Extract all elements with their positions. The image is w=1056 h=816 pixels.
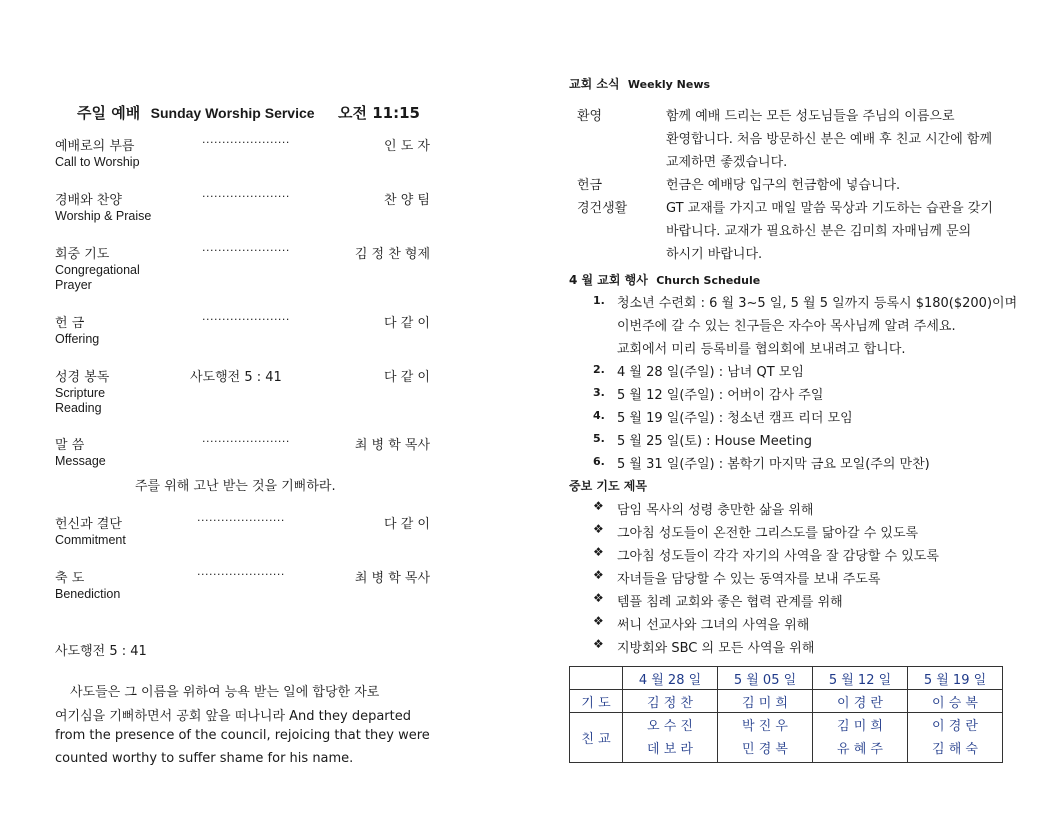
fellowship-name: 김 해 숙 <box>932 741 978 757</box>
schedule-line: 5 월 12 일(주일) : 어버이 감사 주일 <box>617 388 824 403</box>
prayer-item: 지방회와 SBC 의 모든 사역을 위해 <box>617 641 815 656</box>
schedule-line: 4 월 28 일(주일) : 남녀 QT 모임 <box>617 365 804 380</box>
service-item-ko: 헌 금 <box>55 316 85 331</box>
duty-table <box>569 666 1003 763</box>
service-item-ko: 성경 봉독 <box>55 370 110 385</box>
date-cell: 4 월 28 일 <box>623 667 718 690</box>
service-item-passage: 사도행전 5 : 41 <box>190 370 282 385</box>
service-item-ko: 예배로의 부름 <box>55 139 135 154</box>
date-cell: 5 월 19 일 <box>908 667 1003 690</box>
date-cell: 5 월 12 일 <box>813 667 908 690</box>
fellowship-name: 김 미 희 <box>837 718 883 734</box>
bullet-icon: ❖ <box>593 614 604 628</box>
service-item-en: Congregational <box>55 263 140 277</box>
prayer-cell: 김 정 찬 <box>623 690 718 713</box>
fellowship-name: 데 보 라 <box>647 741 693 757</box>
service-item-leader: 최 병 학 목사 <box>354 571 430 586</box>
scripture-line: 여기심을 기뻐하면서 공회 앞을 떠나니라 And they departed <box>55 709 411 724</box>
scripture-line: from the presence of the council, rejoicing that they were <box>55 728 430 743</box>
service-item-ko: 헌신과 결단 <box>55 517 122 532</box>
news-line: 헌금은 예배당 입구의 헌금함에 넣습니다. <box>666 178 901 193</box>
fellowship-name: 오 수 진 <box>647 718 693 734</box>
leader-dots: ...................... <box>202 133 290 146</box>
scripture-ref: 사도행전 5 : 41 <box>55 644 147 659</box>
fellowship-name: 이 경 란 <box>932 718 978 734</box>
leader-dots: ...................... <box>197 511 285 524</box>
prayer-item: 자녀들을 담당할 수 있는 동역자를 보내 주도록 <box>617 572 881 587</box>
service-item-en: Scripture <box>55 386 106 400</box>
prayer-cell: 이 승 복 <box>908 690 1003 713</box>
bullet-icon: ❖ <box>593 568 604 582</box>
schedule-heading <box>569 271 760 288</box>
news-line: 환영합니다. 처음 방문하신 분은 예배 후 친교 시간에 함께 <box>666 132 993 147</box>
news-line: 하시기 바랍니다. <box>666 247 763 262</box>
service-item-en: Benediction <box>55 587 121 601</box>
news-heading-ko: 교회 소식 <box>569 77 620 91</box>
bullet-icon: ❖ <box>593 591 604 605</box>
schedule-heading-ko: 4 월 교회 행사 <box>569 273 648 287</box>
schedule-number: 6. <box>593 455 605 468</box>
fellowship-name: 민 경 복 <box>742 741 788 757</box>
leader-dots: ...................... <box>202 187 290 200</box>
service-title <box>77 102 315 123</box>
leader-dots: ...................... <box>202 310 290 323</box>
news-label: 환영 <box>577 109 603 124</box>
bullet-icon: ❖ <box>593 522 604 536</box>
service-item-leader: 다 같 이 <box>384 517 430 532</box>
schedule-number: 3. <box>593 386 605 399</box>
service-item-ko: 경배와 찬양 <box>55 193 122 208</box>
bullet-icon: ❖ <box>593 499 604 513</box>
news-label: 헌금 <box>577 178 603 193</box>
fellowship-label: 친 교 <box>570 713 623 763</box>
leader-dots: ...................... <box>197 565 285 578</box>
scripture-line: counted worthy to suffer shame for his name. <box>55 751 354 766</box>
service-time: 오전 11:15 <box>338 104 420 122</box>
service-item-ko: 회중 기도 <box>55 247 110 262</box>
prayer-item: 그아침 성도들이 온전한 그리스도를 닮아갈 수 있도록 <box>617 526 919 541</box>
schedule-number: 5. <box>593 432 605 445</box>
service-item-en: Offering <box>55 332 100 346</box>
bullet-icon: ❖ <box>593 637 604 651</box>
news-label: 경건생활 <box>577 201 628 216</box>
prayer-item: 담임 목사의 성령 충만한 삶을 위해 <box>617 503 814 518</box>
schedule-line: 교회에서 미리 등록비를 협의회에 보내려고 합니다. <box>617 342 906 357</box>
news-line: 교제하면 좋겠습니다. <box>666 155 788 170</box>
fellowship-cell <box>623 713 718 763</box>
prayer-cell: 이 경 란 <box>813 690 908 713</box>
service-item-leader: 찬 양 팀 <box>384 193 430 208</box>
table-corner <box>570 667 623 690</box>
service-item-ko: 축 도 <box>55 571 85 586</box>
prayer-item: 그아침 성도들이 각각 자기의 사역을 잘 감당할 수 있도록 <box>617 549 939 564</box>
date-cell: 5 월 05 일 <box>718 667 813 690</box>
prayer-heading: 중보 기도 제목 <box>569 479 647 493</box>
service-title-ko: 주일 예배 <box>77 104 141 122</box>
prayer-item: 써니 선교사와 그녀의 사역을 위해 <box>617 618 810 633</box>
service-item-en: Message <box>55 454 106 468</box>
schedule-line: 5 월 19 일(주일) : 청소년 캠프 리더 모임 <box>617 411 853 426</box>
service-item-leader: 다 같 이 <box>384 370 430 385</box>
news-heading <box>569 75 710 92</box>
service-item-en: Call to Worship <box>55 155 140 169</box>
schedule-line: 이번주에 갈 수 있는 친구들은 자수아 목사님께 알려 주세요. <box>617 319 956 334</box>
schedule-number: 2. <box>593 363 605 376</box>
sermon-title: 주를 위해 고난 받는 것을 기뻐하라. <box>135 479 336 494</box>
fellowship-cell <box>813 713 908 763</box>
table-row <box>570 667 1003 690</box>
schedule-heading-en: Church Schedule <box>656 274 761 287</box>
prayer-cell: 김 미 희 <box>718 690 813 713</box>
service-item-en: Reading <box>55 401 102 415</box>
news-line: GT 교재를 가지고 매일 말씀 묵상과 기도하는 습관을 갖기 <box>666 201 993 216</box>
fellowship-cell <box>718 713 813 763</box>
service-item-leader: 최 병 학 목사 <box>354 438 430 453</box>
leader-dots: ...................... <box>202 241 290 254</box>
service-item-ko: 말 씀 <box>55 438 85 453</box>
fellowship-name: 박 진 우 <box>742 718 788 734</box>
prayer-item: 템플 침례 교회와 좋은 협력 관계를 위해 <box>617 595 843 610</box>
table-row <box>570 713 1003 763</box>
service-item-en: Commitment <box>55 533 126 547</box>
prayer-label: 기 도 <box>570 690 623 713</box>
table-row <box>570 690 1003 713</box>
fellowship-name: 유 혜 주 <box>837 741 883 757</box>
service-item-leader: 다 같 이 <box>384 316 430 331</box>
news-line: 바랍니다. 교재가 필요하신 분은 김미희 자매님께 문의 <box>666 224 972 239</box>
schedule-line: 5 월 25 일(토) : House Meeting <box>617 434 812 449</box>
schedule-number: 1. <box>593 294 605 307</box>
fellowship-cell <box>908 713 1003 763</box>
leader-dots: ...................... <box>202 432 290 445</box>
schedule-line: 청소년 수련회 : 6 월 3~5 일, 5 월 5 일까지 등록시 $180($200)이며 <box>617 296 1018 311</box>
news-line: 함께 예배 드리는 모든 성도님들을 주님의 이름으로 <box>666 109 955 124</box>
bullet-icon: ❖ <box>593 545 604 559</box>
service-item-en: Prayer <box>55 278 92 292</box>
schedule-number: 4. <box>593 409 605 422</box>
service-item-leader: 김 정 찬 형제 <box>354 247 430 262</box>
schedule-line: 5 월 31 일(주일) : 봄학기 마지막 금요 모일(주의 만찬) <box>617 457 930 472</box>
service-title-en: Sunday Worship Service <box>150 105 315 121</box>
service-item-leader: 인 도 자 <box>384 139 430 154</box>
news-heading-en: Weekly News <box>627 78 711 91</box>
service-item-en: Worship & Praise <box>55 209 152 223</box>
scripture-line: 사도들은 그 이름을 위하여 능욕 받는 일에 합당한 자로 <box>70 685 380 700</box>
